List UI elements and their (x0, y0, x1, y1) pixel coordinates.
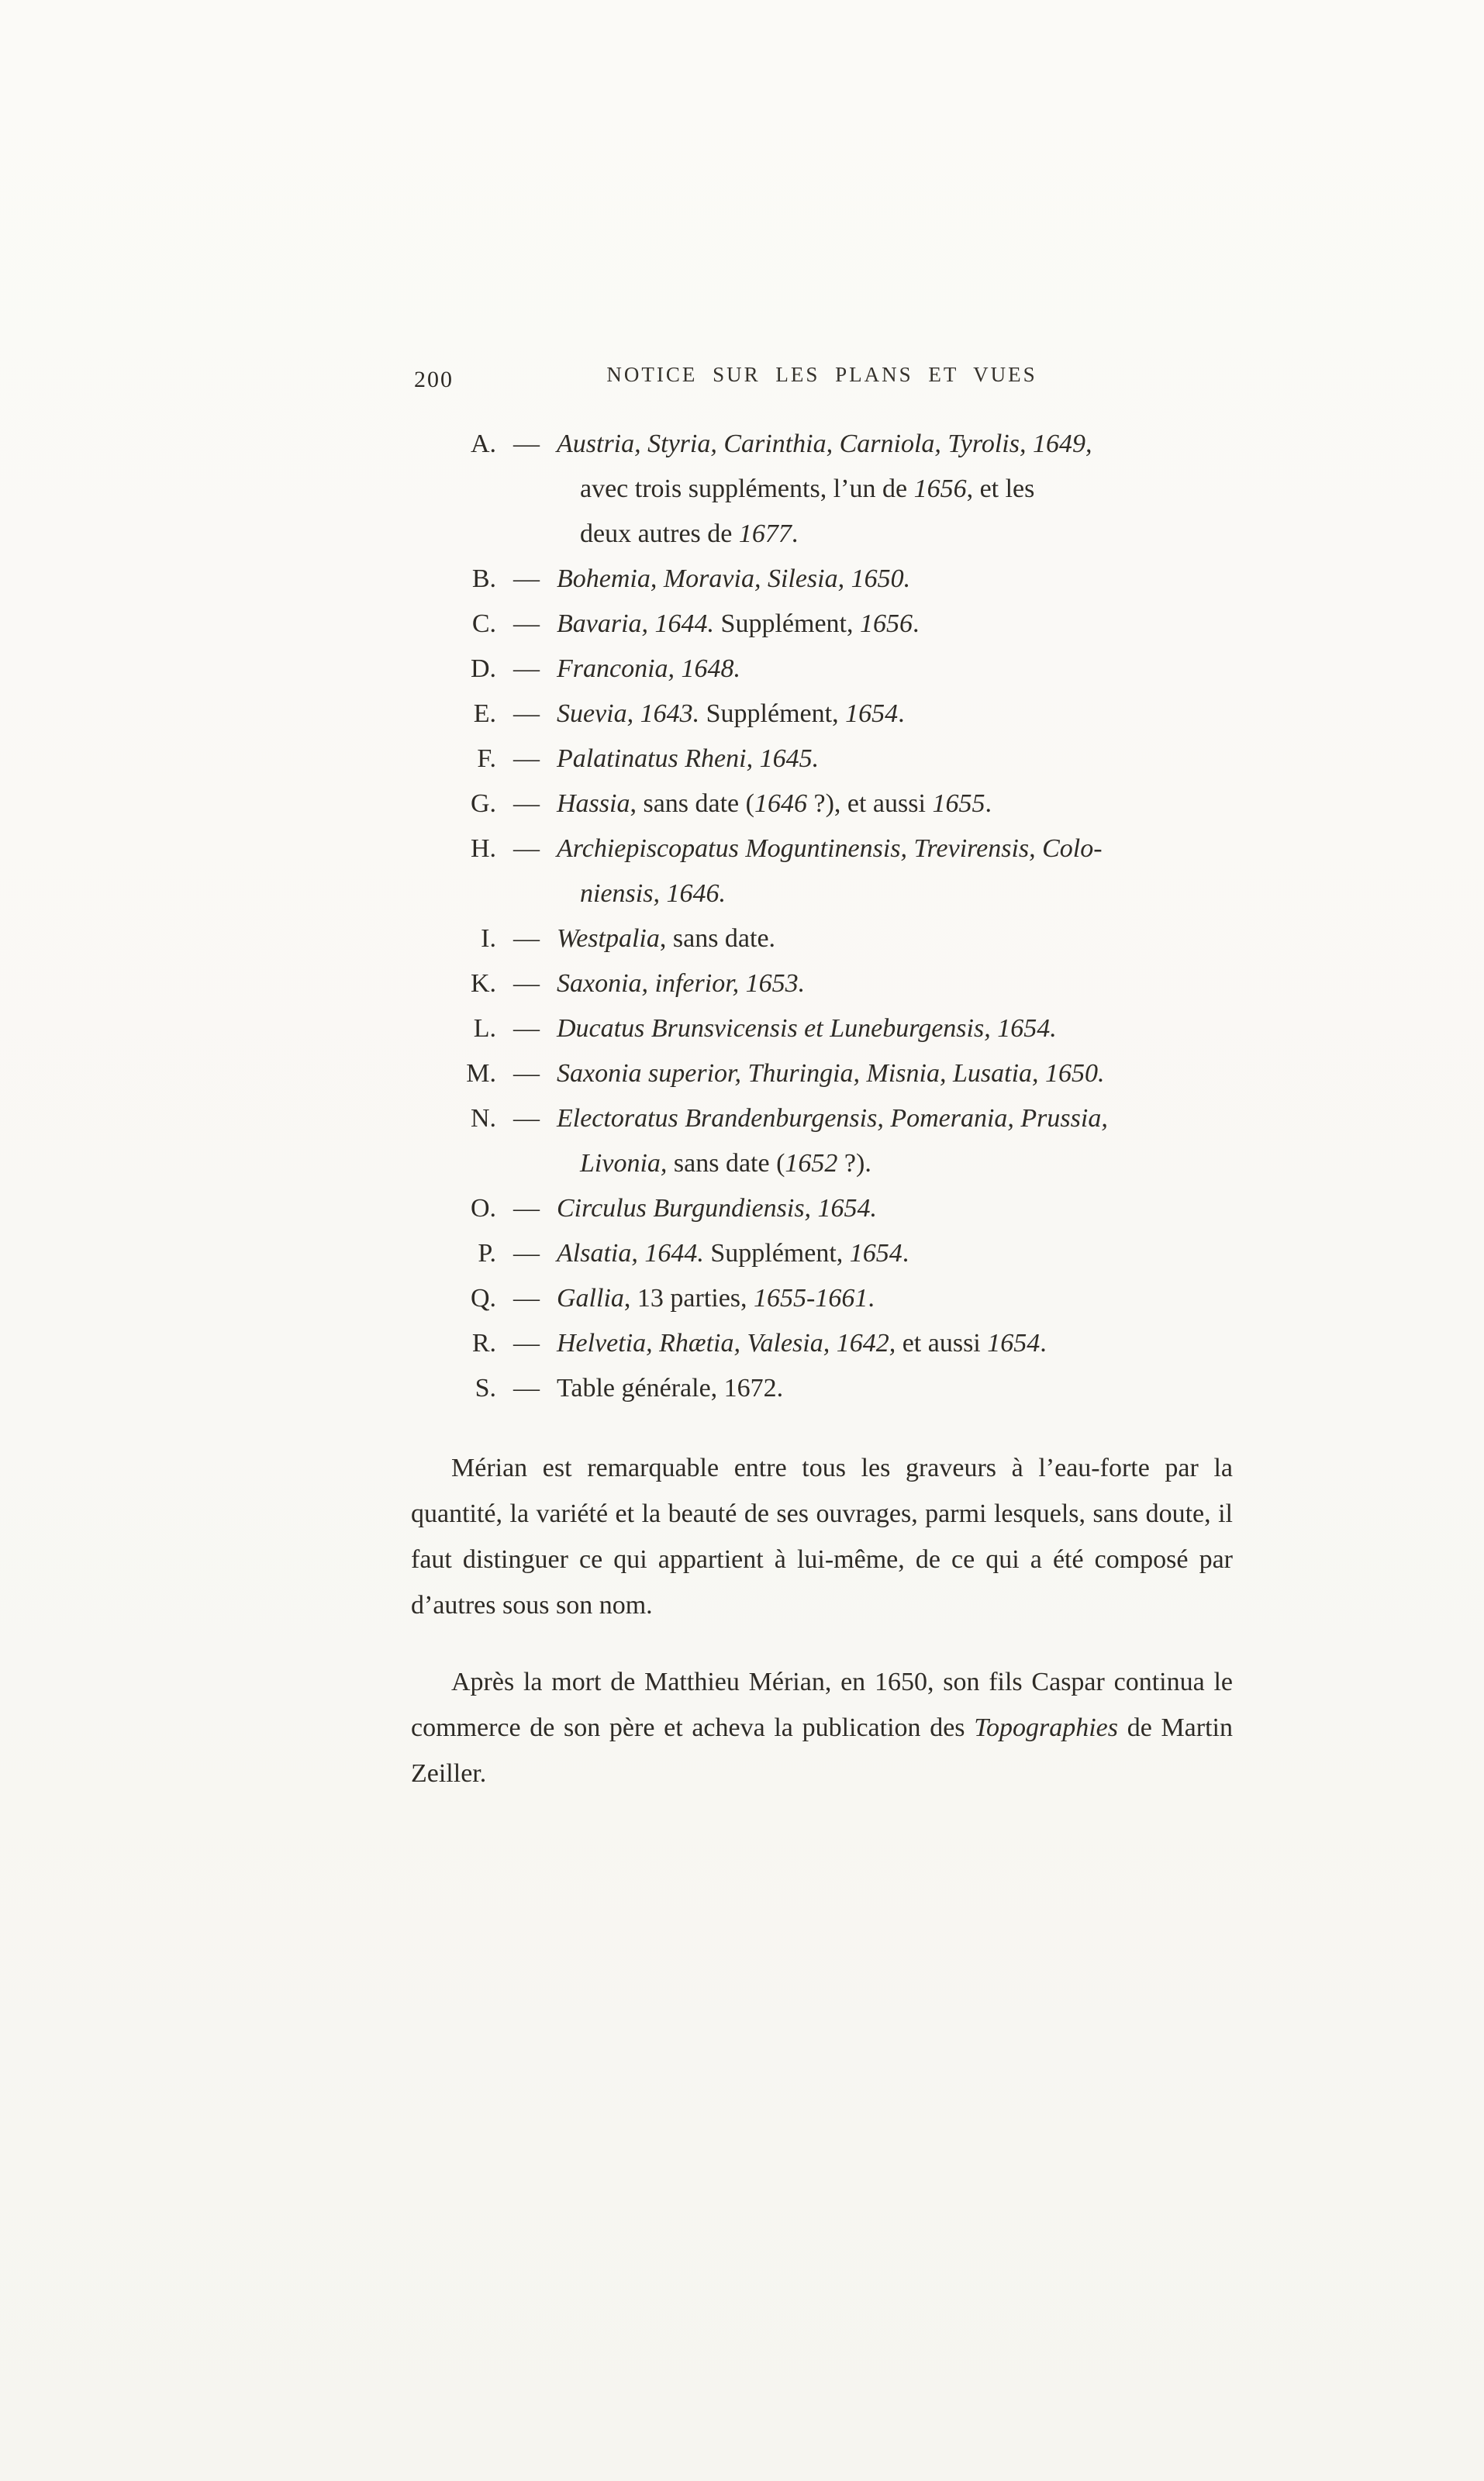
item-letter: D. (470, 654, 496, 683)
roman-text: , 13 parties, (623, 1284, 754, 1313)
roman-text: . (898, 699, 905, 728)
roman-text: deux autres de (580, 519, 739, 548)
roman-text: . (868, 1284, 875, 1313)
italic-text: Ducatus Brunsvicensis et Luneburgensis, 1654. (557, 1014, 1057, 1043)
body-paragraphs (411, 1445, 1233, 1796)
item-dash: — (513, 699, 540, 728)
italic-text: 1654 (849, 1239, 902, 1268)
item-text (557, 1006, 1233, 1051)
list-item (411, 1366, 1233, 1411)
roman-text: , sans date. (659, 924, 776, 953)
roman-text: . (902, 1239, 909, 1268)
paragraph (411, 1445, 1233, 1628)
italic-text: Palatinatus Rheni, 1645. (557, 744, 820, 773)
roman-text: Supplément, (703, 1239, 850, 1268)
list-item (411, 961, 1233, 1006)
item-dash: — (513, 1329, 540, 1358)
italic-text: Bohemia, Moravia, Silesia, 1650. (557, 564, 911, 593)
italic-text: Alsatia, 1644. (557, 1239, 704, 1268)
roman-text: Mérian est remarquable entre tous les graveurs à l’eau-forte par la quantité, la variété et la beauté de ses ouvrages, parmi lesquels, sans doute, il faut distinguer ce qui appartient à lui-même, de ce qui a été composé par d’autres sous son nom. (411, 1454, 1233, 1620)
item-dash: — (513, 564, 540, 593)
italic-text: 1654 (845, 699, 899, 728)
roman-text: ?), et aussi (806, 789, 933, 818)
item-text (557, 916, 1233, 961)
italic-text: 1655 (932, 789, 985, 818)
item-dash: — (513, 1284, 540, 1313)
roman-text: Supplément, (699, 699, 846, 728)
italic-text: 1646 (754, 789, 807, 818)
list-item (411, 916, 1233, 961)
list-item (411, 422, 1233, 557)
item-letter: K. (470, 969, 496, 998)
italic-text: Saxonia, inferior, 1653. (557, 969, 806, 998)
list-item (411, 602, 1233, 647)
item-dash: — (513, 430, 540, 458)
item-letter: H. (470, 834, 496, 863)
italic-text: 1655-1661 (754, 1284, 868, 1313)
page-number: 200 (414, 367, 454, 392)
italic-text: Livonia, (580, 1149, 668, 1178)
item-text (557, 647, 1233, 692)
italic-text: Bavaria, 1644. (557, 609, 715, 638)
roman-text: . (791, 519, 799, 548)
item-letter: M. (466, 1059, 496, 1088)
item-dash: — (513, 1194, 540, 1223)
item-dash: — (513, 744, 540, 773)
italic-text: Austria, Styria, Carinthia, Carniola, Tyrolis, 1649, (557, 430, 1092, 458)
item-dash: — (513, 924, 540, 953)
italic-text: 1677 (738, 519, 792, 548)
item-text (557, 1366, 1233, 1411)
list-item (411, 1186, 1233, 1231)
item-dash: — (513, 609, 540, 638)
item-letter: I. (481, 924, 496, 953)
item-letter: L. (473, 1014, 496, 1043)
entry-list (411, 422, 1233, 1411)
list-item (411, 1051, 1233, 1096)
italic-text: Circulus Burgundiensis, 1654. (557, 1194, 878, 1223)
item-text (557, 692, 1233, 737)
text-block (411, 363, 1233, 1827)
roman-text: sans date ( (667, 1149, 785, 1178)
item-dash: — (513, 654, 540, 683)
item-letter: Q. (470, 1284, 496, 1313)
list-item (411, 1231, 1233, 1276)
roman-text: et aussi (896, 1329, 988, 1358)
item-letter: A. (470, 430, 496, 458)
italic-text: Topographies (974, 1713, 1119, 1742)
item-dash: — (513, 789, 540, 818)
italic-text: Electoratus Brandenburgensis, Pomerania, Prussia, (557, 1104, 1108, 1133)
roman-text: ?). (837, 1149, 871, 1178)
item-dash: — (513, 1374, 540, 1403)
item-dash: — (513, 969, 540, 998)
italic-text: 1652 (785, 1149, 838, 1178)
item-text (557, 1096, 1233, 1186)
roman-text: Après la mort de Matthieu Mérian, en 1650, son fils Caspar continua le commerce de son père et acheva la publication des (411, 1668, 1233, 1742)
italic-text: Archiepiscopatus Moguntinensis, Trevirensis, Colo- (557, 834, 1103, 863)
roman-text: Supplément, (714, 609, 860, 638)
list-item (411, 1276, 1233, 1321)
italic-text: Saxonia superior, Thuringia, Misnia, Lusatia, 1650. (557, 1059, 1105, 1088)
item-text (557, 737, 1233, 782)
item-letter: E. (473, 699, 496, 728)
item-letter: S. (475, 1374, 496, 1403)
italic-text: 1656 (913, 474, 967, 503)
item-letter: O. (470, 1194, 496, 1223)
roman-text: . (1040, 1329, 1047, 1358)
item-letter: F. (477, 744, 496, 773)
italic-text: Suevia, 1643. (557, 699, 700, 728)
item-text (557, 826, 1233, 916)
item-text (557, 1321, 1233, 1366)
item-text (557, 961, 1233, 1006)
paragraph (411, 1659, 1233, 1796)
item-text (557, 1186, 1233, 1231)
item-dash: — (513, 834, 540, 863)
item-text (557, 602, 1233, 647)
list-item (411, 737, 1233, 782)
item-text (557, 422, 1233, 557)
running-title: NOTICE SUR LES PLANS ET VUES (606, 363, 1037, 386)
italic-text: Gallia (557, 1284, 624, 1313)
list-item (411, 1096, 1233, 1186)
italic-text: 1654 (987, 1329, 1041, 1358)
roman-text: . (985, 789, 992, 818)
item-letter: C. (471, 609, 496, 638)
list-item (411, 692, 1233, 737)
italic-text: Franconia, 1648. (557, 654, 741, 683)
italic-text: Helvetia, Rhætia, Valesia, 1642, (557, 1329, 896, 1358)
item-letter: B. (471, 564, 496, 593)
list-item (411, 826, 1233, 916)
item-text (557, 557, 1233, 602)
item-letter: G. (470, 789, 496, 818)
roman-text: avec trois suppléments, l’un de (580, 474, 914, 503)
item-dash: — (513, 1104, 540, 1133)
item-letter: R. (471, 1329, 496, 1358)
item-dash: — (513, 1059, 540, 1088)
page-header (411, 363, 1233, 397)
roman-text: , et les (966, 474, 1035, 503)
item-letter: N. (470, 1104, 496, 1133)
list-item (411, 557, 1233, 602)
italic-text: 1656 (859, 609, 913, 638)
list-item (411, 647, 1233, 692)
list-item (411, 1321, 1233, 1366)
item-text (557, 1051, 1233, 1096)
roman-text: Table générale, 1672. (557, 1374, 784, 1403)
item-text (557, 1231, 1233, 1276)
item-dash: — (513, 1239, 540, 1268)
roman-text: de Martin Zeiller. (411, 1713, 1233, 1788)
roman-text: , sans date ( (630, 789, 754, 818)
italic-text: Hassia (557, 789, 630, 818)
item-dash: — (513, 1014, 540, 1043)
list-item (411, 782, 1233, 826)
list-item (411, 1006, 1233, 1051)
item-text (557, 782, 1233, 826)
italic-text: Westpalia (557, 924, 660, 953)
roman-text: . (912, 609, 920, 638)
item-letter: P. (478, 1239, 496, 1268)
italic-text: niensis, 1646. (580, 879, 726, 908)
item-text (557, 1276, 1233, 1321)
